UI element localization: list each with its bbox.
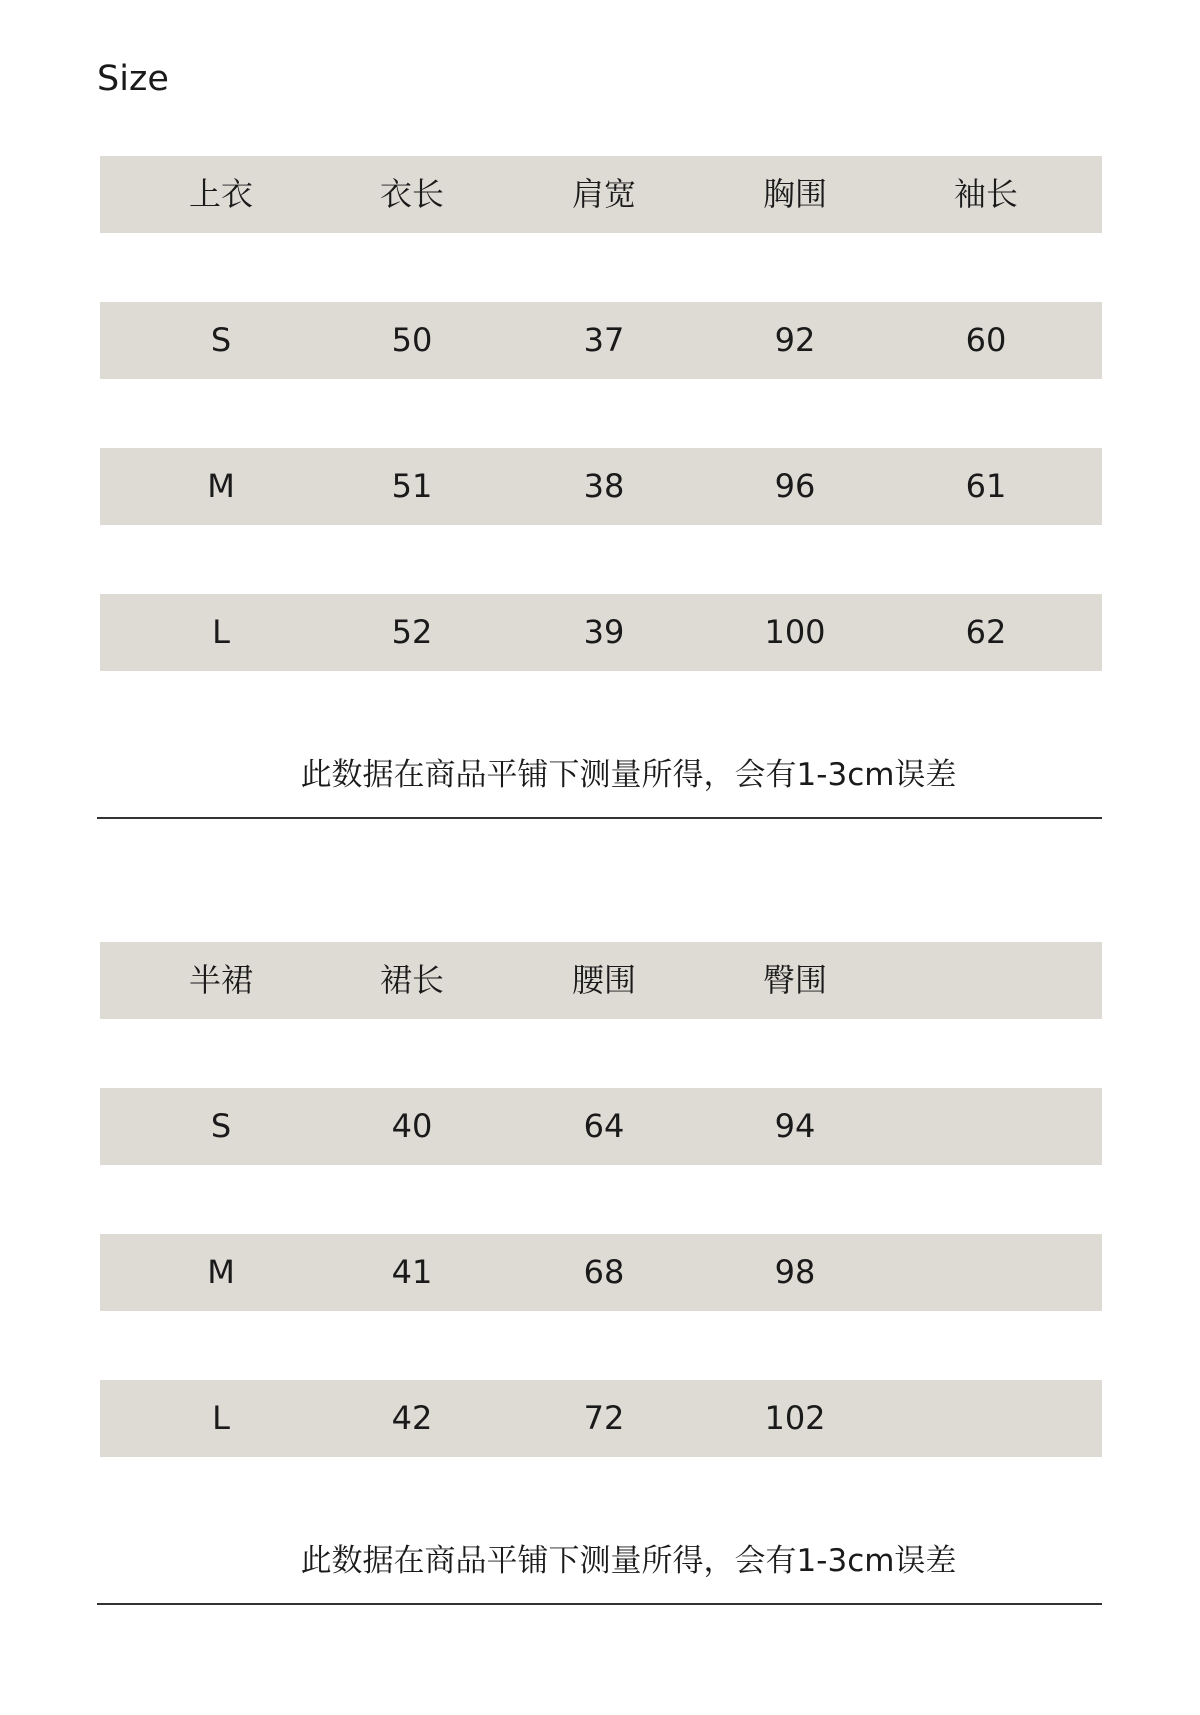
table-cell: 94 [774, 1107, 816, 1145]
header-cell: 衣长 [379, 175, 444, 213]
table-cell: 40 [391, 1107, 433, 1145]
page-title: Size [97, 59, 169, 99]
table-cell: 100 [764, 613, 826, 651]
header-cell: 腰围 [571, 961, 636, 999]
table-cell: 68 [583, 1253, 625, 1291]
table-cell: 72 [583, 1399, 625, 1437]
table-cell: 96 [774, 467, 816, 505]
divider [97, 1603, 1102, 1605]
divider [97, 817, 1102, 819]
table-cell: 62 [965, 613, 1007, 651]
table-row [100, 448, 1102, 525]
table-cell: 41 [391, 1253, 433, 1291]
table-cell: 60 [965, 321, 1007, 359]
table-cell: 52 [391, 613, 433, 651]
measurement-note: 此数据在商品平铺下测量所得，会有1-3cm误差 [300, 757, 957, 793]
header-cell: 肩宽 [571, 175, 636, 213]
size-label: S [210, 1107, 232, 1145]
header-cell: 裙长 [379, 961, 444, 999]
table-header-row [100, 942, 1102, 1019]
table-row [100, 594, 1102, 671]
table-cell: 50 [391, 321, 433, 359]
size-label: L [212, 613, 230, 651]
table-header-row [100, 156, 1102, 233]
header-cell: 袖长 [953, 175, 1018, 213]
table-row [100, 1088, 1102, 1165]
table-cell: 39 [583, 613, 625, 651]
table-cell: 42 [391, 1399, 433, 1437]
table-cell: 37 [583, 321, 625, 359]
table-cell: 98 [774, 1253, 816, 1291]
table-cell: 102 [764, 1399, 826, 1437]
table-cell: 64 [583, 1107, 625, 1145]
measurement-note: 此数据在商品平铺下测量所得，会有1-3cm误差 [300, 1543, 957, 1579]
size-label: M [207, 467, 235, 505]
size-label: S [210, 321, 232, 359]
header-cell: 上衣 [188, 175, 253, 213]
table-row [100, 1380, 1102, 1457]
table-cell: 51 [391, 467, 433, 505]
size-label: L [212, 1399, 230, 1437]
table-row [100, 1234, 1102, 1311]
header-cell: 臀围 [762, 961, 827, 999]
header-cell: 半裙 [188, 961, 253, 999]
header-cell: 胸围 [762, 175, 827, 213]
size-label: M [207, 1253, 235, 1291]
table-row [100, 302, 1102, 379]
table-cell: 61 [965, 467, 1007, 505]
table-cell: 92 [774, 321, 816, 359]
table-cell: 38 [583, 467, 625, 505]
